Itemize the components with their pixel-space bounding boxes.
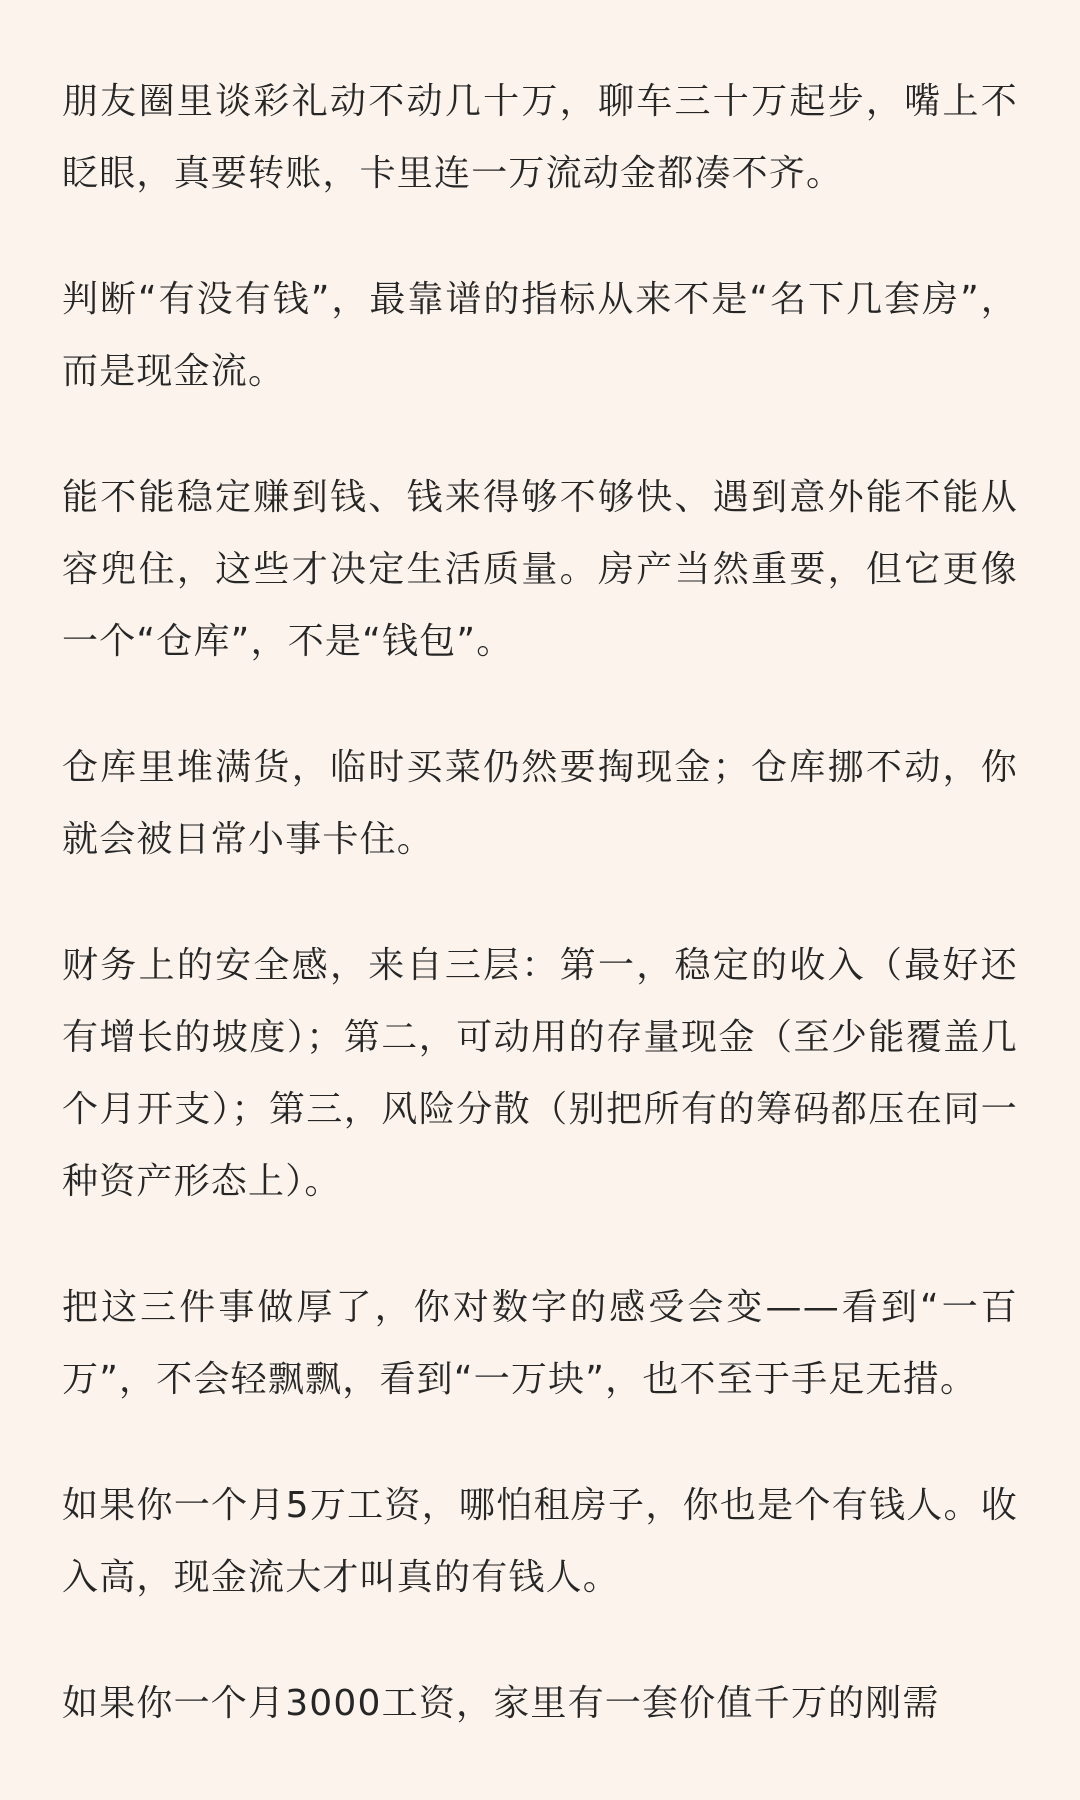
paragraph-4: 仓库里堆满货，临时买菜仍然要掏现金；仓库挪不动，你就会被日常小事卡住。 [62, 747, 1018, 860]
paragraph-8: 如果你一个月3000工资，家里有一套价值千万的刚需 [62, 1683, 940, 1724]
article-body [62, 66, 1018, 1740]
paragraph-2: 判断“有没有钱”，最靠谱的指标从来不是“名下几套房”，而是现金流。 [62, 279, 1018, 392]
paragraph-1: 朋友圈里谈彩礼动不动几十万，聊车三十万起步，嘴上不眨眼，真要转账，卡里连一万流动金都凑不齐。 [62, 81, 1018, 194]
paragraph-7: 如果你一个月5万工资，哪怕租房子，你也是个有钱人。收入高，现金流大才叫真的有钱人。 [62, 1485, 1018, 1598]
paragraph-3: 能不能稳定赚到钱、钱来得够不够快、遇到意外能不能从容兜住，这些才决定生活质量。房产当然重要，但它更像一个“仓库”，不是“钱包”。 [62, 477, 1018, 662]
paragraph-5: 财务上的安全感，来自三层：第一，稳定的收入（最好还有增长的坡度）；第二，可动用的存量现金（至少能覆盖几个月开支）；第三，风险分散（别把所有的筹码都压在同一种资产形态上）。 [62, 945, 1018, 1202]
paragraph-6: 把这三件事做厚了，你对数字的感受会变——看到“一百万”，不会轻飘飘，看到“一万块”，也不至于手足无措。 [62, 1287, 1018, 1400]
